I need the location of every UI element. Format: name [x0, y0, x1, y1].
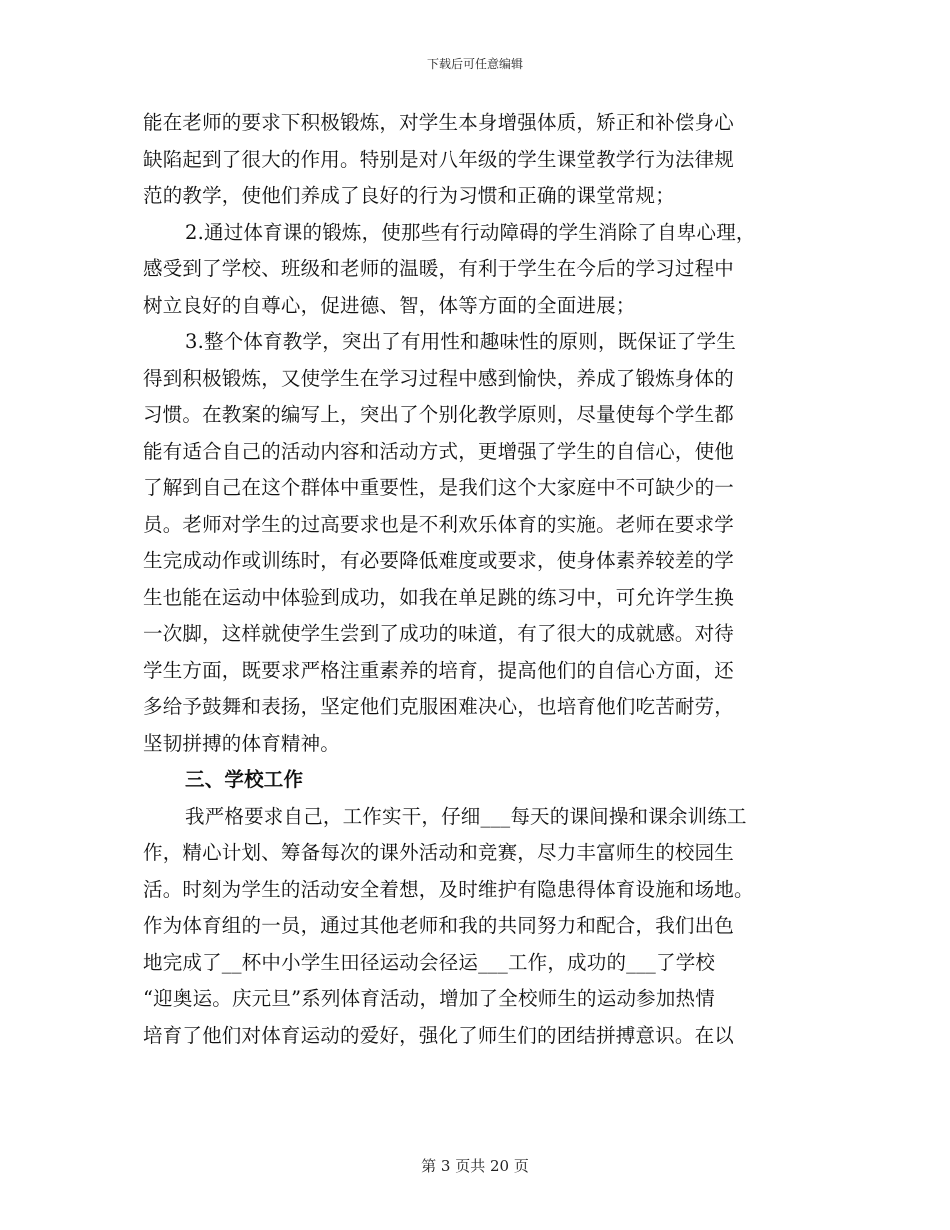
text-line: 员。老师对学生的过高要求也是不利欢乐体育的实施。老师在要求学 [143, 512, 735, 536]
text-line: 作，精心计划、筹备每次的课外活动和竞赛，尽力丰富师生的校园生 [143, 841, 735, 864]
text-line: 多给予鼓舞和表扬，坚定他们克服困难决心，也培育他们吃苦耐劳， [143, 695, 735, 718]
page-header: 下载后可任意编辑 [426, 57, 523, 71]
page-number: 第 3 页共 20 页 [421, 1157, 529, 1175]
text-line: 生也能在运动中体验到成功，如我在单足跳的练习中，可允许学生换 [143, 585, 735, 609]
section-heading: 三、学校工作 [185, 768, 304, 791]
text-line: 我严格要求自己，工作实干，仔细___每天的课间操和课余训练工 [185, 804, 747, 828]
text-line: 培育了他们对体育运动的爱好，强化了师生们的团结拼搏意识。在以 [143, 1023, 735, 1047]
text-line: 学生方面，既要求严格注重素养的培育，提高他们的自信心方面，还 [143, 658, 735, 682]
text-line: 一次脚，这样就使学生尝到了成功的味道，有了很大的成就感。对待 [143, 622, 735, 645]
body-text [143, 105, 808, 1054]
text-line: 缺陷起到了很大的作用。特别是对八年级的学生课堂教学行为法律规 [143, 147, 735, 171]
text-line: 坚韧拼搏的体育精神。 [143, 731, 341, 755]
text-line: 感受到了学校、班级和老师的温暖，有利于学生在今后的学习过程中 [143, 257, 735, 280]
text-line: “迎奥运。庆元旦”系列体育活动，增加了全校师生的运动参加热情 [143, 987, 715, 1010]
text-line: 2.通过体育课的锻炼，使那些有行动障碍的学生消除了自卑心理， [185, 220, 756, 244]
text-line: 树立良好的自尊心，促进德、智，体等方面的全面进展； [143, 293, 636, 317]
text-line: 能在老师的要求下积极锻炼，对学生本身增强体质，矫正和补偿身心 [143, 111, 735, 134]
text-line: 地完成了__杯中小学生田径运动会径运___工作，成功的___了学校 [143, 950, 716, 974]
text-line: 3.整个体育教学，突出了有用性和趣味性的原则，既保证了学生 [185, 330, 736, 353]
text-line: 了解到自己在这个群体中重要性，是我们这个大家庭中不可缺少的一 [143, 476, 735, 499]
text-line: 活。时刻为学生的活动安全着想，及时维护有隐患得体育设施和场地。 [143, 877, 754, 901]
text-line: 范的教学，使他们养成了良好的行为习惯和正确的课堂常规； [143, 184, 675, 207]
text-line: 生完成动作或训练时，有必要降低难度或要求，使身体素养较差的学 [143, 549, 735, 572]
text-line: 作为体育组的一员，通过其他老师和我的共同努力和配合，我们出色 [143, 914, 735, 937]
text-line: 能有适合自己的活动内容和活动方式，更增强了学生的自信心，使他 [143, 439, 735, 463]
text-line: 习惯。在教案的编写上，突出了个别化教学原则，尽量使每个学生都 [143, 403, 735, 426]
text-line: 得到积极锻炼，又使学生在学习过程中感到愉快，养成了锻炼身体的 [143, 366, 735, 390]
